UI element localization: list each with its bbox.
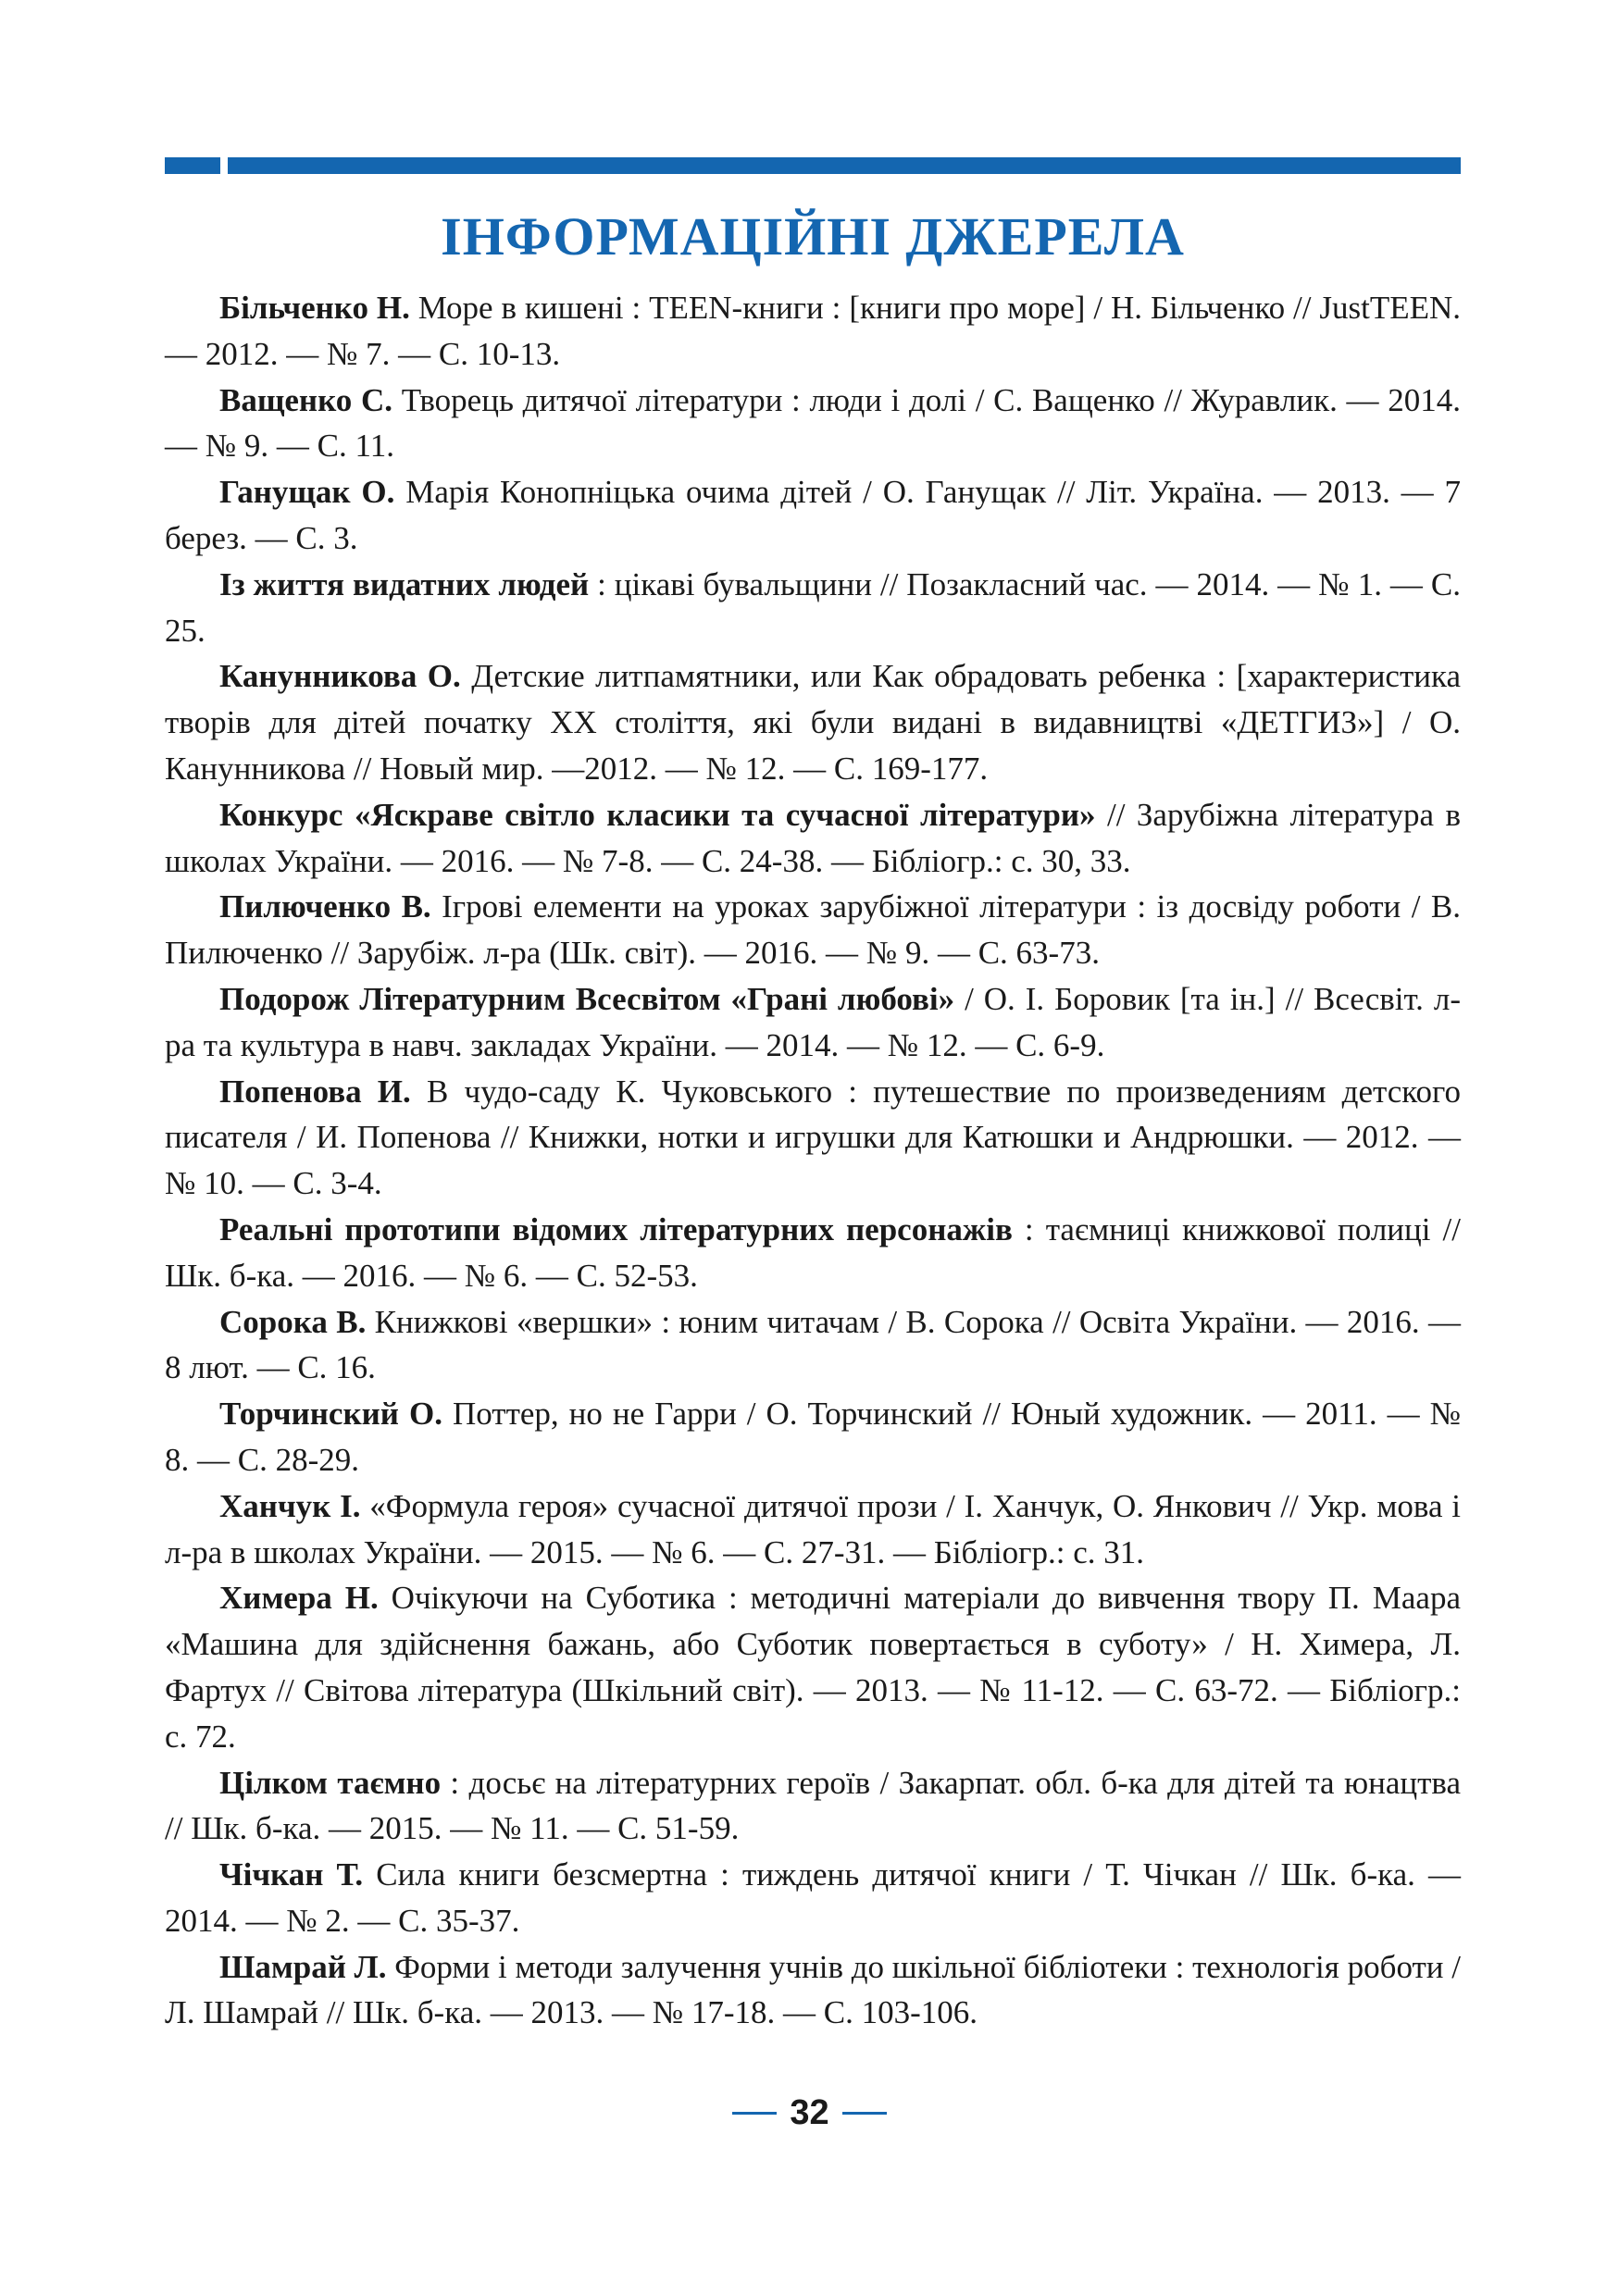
reference-text: Ігрові елементи на уроках зарубіжної літератури : із досвіду роботи / В. Пилюченко // Зарубіж. л-ра (Шк. світ). — 2016. — № 9. — С. 63-73. [165,888,1461,972]
page-number-right-dash [842,2112,887,2115]
reference-text: Море в кишені : TEEN-книги : [книги про море] / Н. Більченко // JustTEEN. — 2012. — № 7. — С. 10-13. [165,290,1461,372]
reference-author: Ганущак О. [219,474,395,511]
reference-text: : досьє на літературних героїв / Закарпат. обл. б-ка для дітей та юнацтва // Шк. б-ка. — 2015. — № 11. — С. 51-59. [165,1764,1461,1847]
reference-entry [165,1391,1461,1483]
reference-author: Більченко Н. [219,290,410,326]
reference-entry [165,1299,1461,1392]
reference-text: Книжкові «вершки» : юним читачам / В. Сорока // Освіта України. — 2016. — 8 лют. — С. 16. [165,1303,1461,1386]
reference-text: В чудо-саду К. Чуковського : путешествие по произведениям детского писателя / И. Попенова // Книжки, нотки и игрушки для Катюшки и Андрюшки. — 2012. — № 10. — С. 3-4. [165,1073,1461,1202]
reference-text: // Зарубіжна література в школах України. — 2016. — № 7-8. — С. 24-38. — Бібліогр.: с. 30, 33. [165,796,1461,879]
reference-author: Торчинский О. [219,1396,442,1433]
reference-author: Чічкан Т. [219,1856,364,1893]
reference-author: Химера Н. [219,1580,379,1617]
reference-text: «Формула героя» сучасної дитячої прози / І. Ханчук, О. Янкович // Укр. мова і л-ра в школах України. — 2015. — № 6. — С. 27-31. — Бібліогр.: с. 31. [165,1487,1461,1570]
reference-entry [165,976,1461,1069]
reference-text: Очікуючи на Суботика : методичні матеріали до вивчення твору П. Маара «Машина для здійснення бажань, або Суботик повертається в суботу» / Н. Химера, Л. Фартух // Світова література (Шкільний світ). — 2013. — № 11-12. — С. 63-72. — Бібліогр.: с. 72. [165,1580,1461,1755]
reference-entry [165,1852,1461,1944]
reference-author: Реальні прототипи відомих літературних персонажів [219,1210,1013,1247]
header-rule-long-segment [228,157,1461,174]
reference-entry [165,1069,1461,1207]
reference-author: Цілком таємно [219,1764,442,1801]
page-number-left-dash [732,2112,777,2115]
reference-entry [165,285,1461,378]
reference-text: Поттер, но не Гарри / О. Торчинский // Юный художник. — 2011. — № 8. — С. 28-29. [165,1396,1461,1478]
reference-text: Сила книги безсмертна : тиждень дитячої книги / Т. Чічкан // Шк. б-ка. — 2014. — № 2. — С. 35-37. [165,1856,1461,1939]
reference-author: Ващенко С. [219,381,393,418]
reference-author: Ханчук І. [219,1487,361,1524]
page-title: ІНФОРМАЦІЙНІ ДЖЕРЕЛА [441,206,1185,267]
reference-author: Із життя видатних людей [219,565,590,602]
reference-entry [165,378,1461,470]
reference-text: : цікаві бувальщини // Позакласний час. — 2014. — № 1. — С. 25. [165,565,1461,649]
reference-entry [165,884,1461,976]
reference-entry [165,1483,1461,1576]
reference-list [165,285,1461,2036]
reference-text: / О. І. Боровик [та ін.] // Всесвіт. л-ра та культура в навч. закладах України. — 2014. — № 12. — С. 6-9. [165,980,1461,1063]
reference-entry [165,469,1461,562]
reference-author: Подорож Літературним Всесвітом «Грані любові» [219,980,955,1017]
reference-entry [165,562,1461,654]
reference-text: : таємниці книжкової полиці // Шк. б-ка. — 2016. — № 6. — С. 52-53. [165,1210,1461,1294]
reference-entry [165,1575,1461,1759]
reference-text: Творець дитячої літератури : люди і долі / С. Ващенко // Журавлик. — 2014. — № 9. — С. 11. [165,381,1462,465]
reference-author: Шамрай Л. [219,1948,387,1985]
header-rule-short-segment [165,157,220,174]
reference-author: Конкурс «Яскраве світло класики та сучасної літератури» [219,796,1096,833]
header-rule [165,157,1461,174]
reference-text: Детские литпамятники, или Как обрадовать ребенка : [характеристика творів для дітей початку XX століття, які були видані в видавництві «ДЕТГИЗ»] / О. Канунникова // Новый мир. —2012. — № 12. — С. 169-177. [165,658,1462,787]
page-footer [0,2093,1619,2133]
page-number: 32 [790,2093,829,2132]
reference-entry [165,653,1461,791]
reference-text: Форми і методи залучення учнів до шкільної бібліотеки : технологія роботи / Л. Шамрай // Шк. б-ка. — 2013. — № 17-18. — С. 103-106. [165,1948,1461,2031]
reference-entry [165,1760,1461,1853]
reference-author: Канунникова О. [219,658,461,695]
reference-author: Сорока В. [219,1303,367,1340]
reference-entry [165,1207,1461,1299]
reference-text: Марія Конопніцька очима дітей / О. Ганущак // Літ. Україна. — 2013. — 7 берез. — С. 3. [165,474,1461,556]
reference-author: Пилюченко В. [219,888,431,925]
reference-author: Попенова И. [219,1073,411,1110]
reference-entry [165,792,1461,885]
reference-entry [165,1944,1461,2037]
